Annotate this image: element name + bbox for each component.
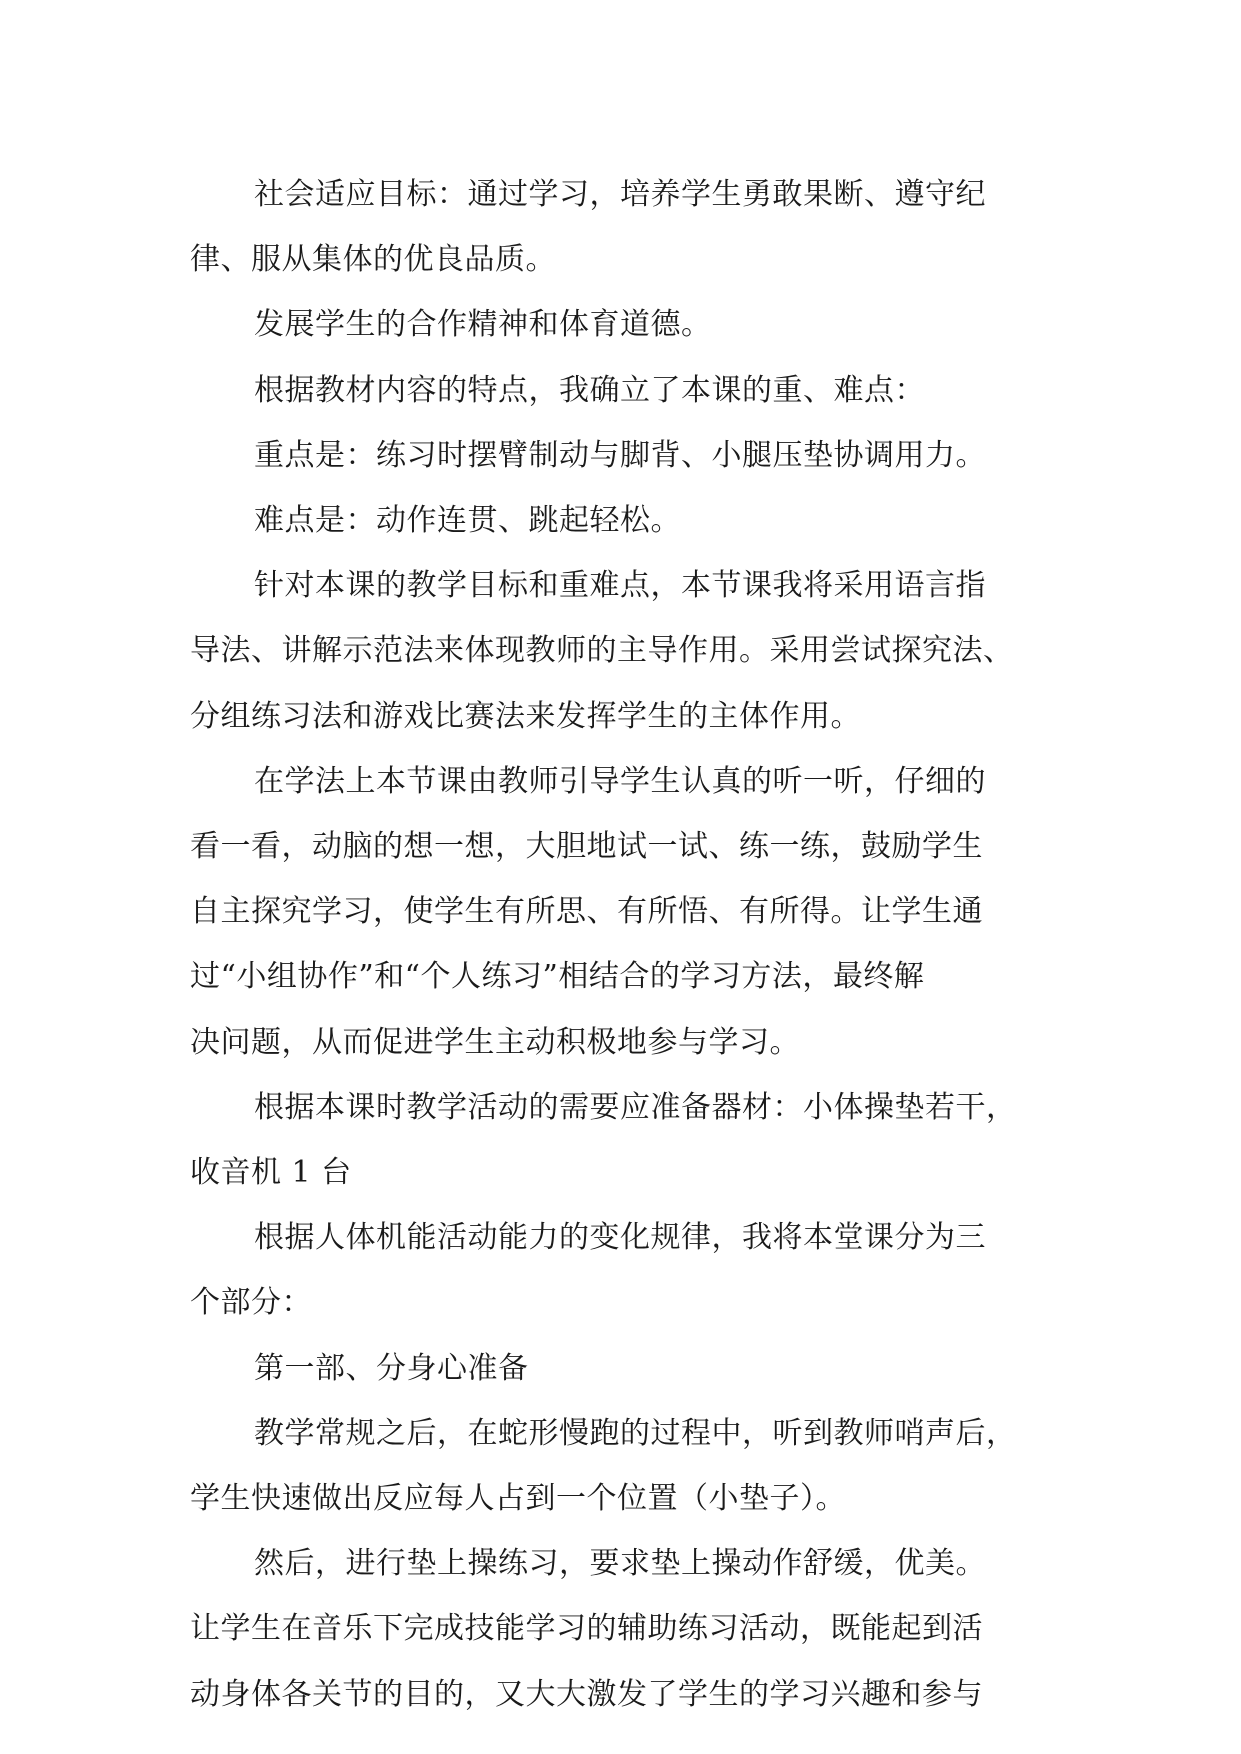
text-line: 看一看，动脑的想一想，大胆地试一试、练一练，鼓励学生: [190, 829, 983, 865]
document-body: [190, 162, 1070, 1727]
text-line: 重点是：练习时摆臂制动与脚背、小腿压垫协调用力。: [254, 437, 986, 473]
text-line: 个部分：: [190, 1285, 312, 1321]
text-line: 难点是：动作连贯、跳起轻松。: [254, 503, 681, 539]
text-line: 根据教材内容的特点，我确立了本课的重、难点：: [254, 372, 925, 408]
text-line: 社会适应目标：通过学习，培养学生勇敢果断、遵守纪: [254, 177, 986, 212]
text-line: 然后，进行垫上操练习，要求垫上操动作舒缓，优美。: [254, 1546, 986, 1582]
text-line: 针对本课的教学目标和重难点，本节课我将采用语言指: [254, 568, 986, 604]
text-line: 学生快速做出反应每人占到一个位置（小垫子）。: [190, 1481, 846, 1517]
text-line: 过“小组协作”和“个人练习”相结合的学习方法，最终解: [190, 959, 925, 995]
text-line: 在学法上本节课由教师引导学生认真的听一听，仔细的: [254, 763, 986, 799]
text-line: 发展学生的合作精神和体育道德。: [254, 307, 712, 343]
text-line: 分组练习法和游戏比赛法来发挥学生的主体作用。: [190, 698, 861, 734]
text-line: 收音机 1 台: [190, 1155, 352, 1191]
text-line: 让学生在音乐下完成技能学习的辅助练习活动，既能起到活: [190, 1611, 983, 1647]
text-line: 根据人体机能活动能力的变化规律，我将本堂课分为三: [254, 1220, 986, 1256]
text-line: 动身体各关节的目的，又大大激发了学生的学习兴趣和参与: [190, 1676, 983, 1712]
text-line: 第一部、分身心准备: [254, 1350, 529, 1386]
text-line: 导法、讲解示范法来体现教师的主导作用。采用尝试探究法、: [190, 633, 1014, 669]
text-line: 自主探究学习，使学生有所思、有所悟、有所得。让学生通: [190, 894, 983, 930]
text-line: 根据本课时教学活动的需要应准备器材：小体操垫若干，: [254, 1089, 1017, 1125]
text-line: 教学常规之后，在蛇形慢跑的过程中，听到教师哨声后，: [254, 1415, 1017, 1451]
text-line: 决问题，从而促进学生主动积极地参与学习。: [190, 1024, 800, 1060]
text-line: 律、服从集体的优良品质。: [190, 242, 556, 278]
